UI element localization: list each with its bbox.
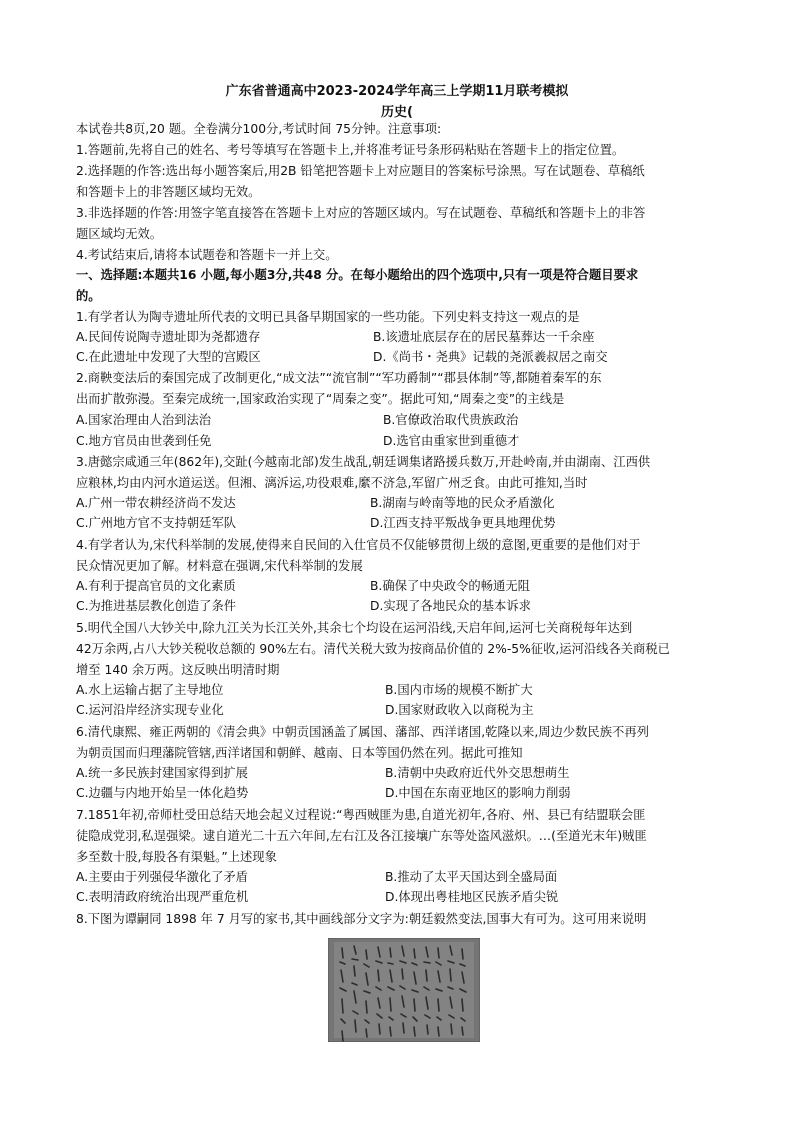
intro-line: 2.选择题的作答:选出每小题答案后,用2B 铅笔把答题卡上对应题目的答案标号涂黑。写在试题卷、草稿纸 xyxy=(76,164,645,178)
question-1-stem: 1.有学者认为陶寺遗址所代表的文明已具备早期国家的一些功能。下列史料支持这一观点的是 xyxy=(76,310,580,324)
question-5-stem: 42万余两,占八大钞关税收总额的 90%左右。清代关税大致为按商品价值的 2%-5%征收,运河沿线各关商税已 xyxy=(76,642,670,656)
intro-line: 题区域均无效。 xyxy=(76,227,163,241)
question-1-option-b: B.该遗址底层存在的居民墓葬达一千余座 xyxy=(373,330,595,344)
question-6-option-d: D.中国在东南亚地区的影响力削弱 xyxy=(385,786,571,800)
question-6-stem: 6.清代康熙、雍正两朝的《清会典》中朝贡国涵盖了属国、藩部、西洋诸国,乾隆以来,周边少数民族不再列 xyxy=(76,725,649,739)
question-2-option-c: C.地方官员由世袭到任免 xyxy=(76,434,212,448)
question-5-stem: 增至 140 余万两。这反映出明清时期 xyxy=(76,663,280,677)
question-1-option-a: A.民间传说陶寺遗址即为尧都遗存 xyxy=(76,330,261,344)
question-5-stem: 5.明代全国八大钞关中,除九江关为长江关外,其余七个均设在运河沿线,天启年间,运河七关商税每年达到 xyxy=(76,621,633,635)
question-4-stem: 4.有学者认为,宋代科举制的发展,使得来自民间的入仕官员不仅能够贯彻上级的意图,更重要的是他们对于 xyxy=(76,538,641,552)
question-4-option-d: D.实现了各地民众的基本诉求 xyxy=(370,599,531,613)
handwriting-strokes xyxy=(328,938,480,1042)
question-3-option-c: C.广州地方官不支持朝廷军队 xyxy=(76,516,237,530)
question-4-stem: 民众情况更加了解。材料意在强调,宋代科举制的发展 xyxy=(76,559,363,573)
question-1-option-d: D.《尚书・尧典》记载的尧派羲叔居之南交 xyxy=(373,350,608,364)
exam-subject: 历史( xyxy=(381,105,413,120)
question-7-option-b: B.推动了太平天国达到全盛局面 xyxy=(385,870,558,884)
question-7-stem: 徒隐成党羽,私逞强梁。逮自道光二十五六年间,左右江及各江接壤广东等处盗风滋炽。…(至道光末年)贼匪 xyxy=(76,829,647,843)
question-4-option-b: B.确保了中央政令的畅通无阻 xyxy=(370,579,530,593)
section-heading: 的。 xyxy=(76,289,101,303)
question-4-option-a: A.有利于提高官员的文化素质 xyxy=(76,579,236,593)
question-5-option-d: D.国家财政收入以商税为主 xyxy=(385,703,534,717)
question-6-stem: 为朝贡国而归理藩院管辖,西洋诸国和朝鲜、越南、日本等国仍然在列。据此可推知 xyxy=(76,746,523,760)
question-6-option-b: B.清朝中央政府近代外交思想萌生 xyxy=(385,766,570,780)
question-7-stem: 多至数十股,每股各有渠魁。”上述现象 xyxy=(76,850,277,864)
question-3-option-d: D.江西支持平叛战争更具地理优势 xyxy=(370,516,556,530)
question-4-option-c: C.为推进基层教化创造了条件 xyxy=(76,599,237,613)
question-2-option-b: B.官僚政治取代贵族政治 xyxy=(383,413,519,427)
question-7-option-c: C.表明清政府统治出现严重危机 xyxy=(76,890,249,904)
intro-line: 本试卷共8页,20 题。全卷满分100分,考试时间 75分钟。注意事项: xyxy=(76,122,442,136)
exam-title: 广东省普通高中2023-2024学年高三上学期11月联考模拟 xyxy=(225,84,569,99)
intro-line: 1.答题前,先将自己的姓名、考号等填写在答题卡上,并将准考证号条形码粘贴在答题卡上的指定位置。 xyxy=(76,143,625,157)
question-7-option-a: A.主要由于列强侵华激化了矛盾 xyxy=(76,870,248,884)
question-3-stem: 应粮林,均由内河水道运送。但湘、漓泝运,功役艰难,縻不济急,军留广州乏食。由此可推知,当时 xyxy=(76,476,588,490)
intro-line: 3.非选择题的作答:用签字笔直接答在答题卡上对应的答题区域内。写在试题卷、草稿纸和答题卡上的非答 xyxy=(76,206,646,220)
question-6-option-a: A.统一多民族封建国家得到扩展 xyxy=(76,766,248,780)
question-7-stem: 7.1851年初,帝师杜受田总结天地会起义过程说:“粤西贼匪为患,自道光初年,各府、州、县已有结盟联会匪 xyxy=(76,808,646,822)
question-5-option-a: A.水上运输占据了主导地位 xyxy=(76,683,224,697)
question-6-option-c: C.边疆与内地开始呈一体化趋势 xyxy=(76,786,249,800)
question-2-stem: 2.商鞅变法后的秦国完成了改制更化,“成文法”“流官制”“军功爵制”“郡县体制”等,都随着秦军的东 xyxy=(76,371,602,385)
intro-line: 和答题卡上的非答题区域均无效。 xyxy=(76,185,261,199)
question-3-option-a: A.广州一带农耕经济尚不发达 xyxy=(76,496,236,510)
intro-line: 4.考试结束后,请将本试题卷和答题卡一并上交。 xyxy=(76,248,338,262)
question-5-option-b: B.国内市场的规模不断扩大 xyxy=(385,683,533,697)
letter-photo xyxy=(328,938,480,1042)
question-2-option-d: D.选官由重家世到重德才 xyxy=(383,434,520,448)
question-3-option-b: B.湖南与岭南等地的民众矛盾激化 xyxy=(370,496,555,510)
question-2-option-a: A.国家治理由人治到法治 xyxy=(76,413,212,427)
question-5-option-c: C.运河沿岸经济实现专业化 xyxy=(76,703,224,717)
question-3-stem: 3.唐懿宗咸通三年(862年),交趾(今越南北部)发生战乱,朝廷调集诸路援兵数万,开赴岭南,并由湖南、江西供 xyxy=(76,455,651,469)
question-1-option-c: C.在此遗址中发现了大型的宫殿区 xyxy=(76,350,261,364)
question-7-option-d: D.体现出粤桂地区民族矛盾尖锐 xyxy=(385,890,559,904)
question-8-stem: 8.下图为谭嗣同 1898 年 7 月写的家书,其中画线部分文字为:朝廷毅然变法,国事大有可为。这可用来说明 xyxy=(76,912,647,926)
question-2-stem: 出而扩散弥漫。至秦完成统一,国家政治实现了“周秦之变”。据此可知,“周秦之变”的主线是 xyxy=(76,392,565,406)
section-heading: 一、选择题:本题共16 小题,每小题3分,共48 分。在每小题给出的四个选项中,只有一项是符合题目要求 xyxy=(76,268,639,282)
